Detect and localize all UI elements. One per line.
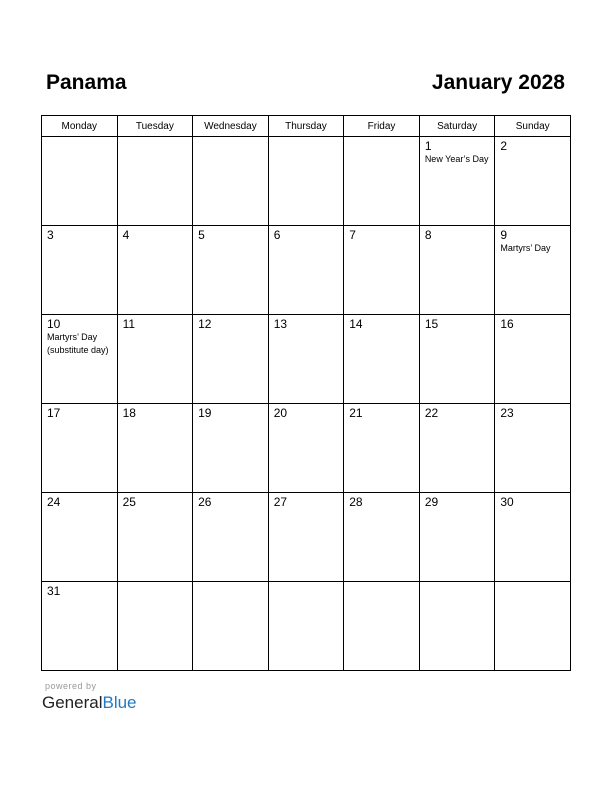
day-number: 27 (273, 495, 288, 509)
day-number: 25 (122, 495, 136, 509)
day-cell (419, 404, 495, 493)
day-number: 5 (198, 228, 205, 242)
day-number: 7 (349, 228, 356, 242)
day-cell (117, 226, 193, 315)
day-cell (419, 226, 495, 315)
day-cell (42, 493, 118, 582)
weekday-header: Tuesday (117, 116, 193, 137)
holiday-label: Martyrs’ Day (substitute day) (47, 332, 109, 355)
day-number: 30 (500, 495, 514, 509)
day-cell (268, 582, 344, 671)
weekday-header: Saturday (419, 116, 495, 137)
weekday-header: Wednesday (193, 116, 269, 137)
day-cell (344, 226, 420, 315)
day-number: 15 (424, 317, 439, 331)
day-number: 4 (122, 228, 130, 242)
weekday-header: Monday (42, 116, 118, 137)
day-cell (42, 226, 118, 315)
day-cell (268, 493, 344, 582)
powered-by-label: powered by (45, 681, 97, 691)
day-cell (42, 315, 118, 404)
day-cell (495, 582, 571, 671)
day-cell (344, 137, 420, 226)
day-number: 1 (424, 139, 432, 153)
day-cell (419, 493, 495, 582)
day-number: 18 (122, 406, 136, 420)
day-number: 31 (47, 584, 61, 598)
day-cell (419, 582, 495, 671)
day-number: 2 (500, 139, 508, 153)
day-cell (495, 493, 571, 582)
day-number: 13 (273, 317, 288, 331)
day-number: 12 (198, 317, 212, 331)
day-cell (344, 315, 420, 404)
day-cell (495, 315, 571, 404)
week-row (42, 315, 571, 404)
day-cell (495, 137, 571, 226)
weekday-header: Sunday (495, 116, 571, 137)
day-number (344, 582, 419, 585)
day-number: 11 (122, 317, 136, 331)
day-cell (117, 404, 193, 493)
week-row (42, 404, 571, 493)
country-title: Panama (46, 71, 127, 94)
day-cell (117, 582, 193, 671)
day-cell (193, 493, 269, 582)
day-cell (117, 493, 193, 582)
generalblue-logo (42, 693, 137, 713)
day-cell (268, 226, 344, 315)
day-cell (193, 404, 269, 493)
day-number: 20 (273, 406, 288, 420)
day-number: 8 (424, 228, 432, 242)
day-cell (42, 582, 118, 671)
day-cell (117, 137, 193, 226)
weekday-header-row (42, 116, 571, 137)
day-cell (268, 404, 344, 493)
day-number (420, 582, 495, 585)
day-cell (344, 493, 420, 582)
day-cell (117, 315, 193, 404)
day-cell (193, 315, 269, 404)
weekday-header: Thursday (268, 116, 344, 137)
day-number: 21 (349, 406, 363, 420)
day-number: 10 (47, 317, 61, 331)
day-number: 9 (500, 228, 508, 242)
day-cell (419, 137, 495, 226)
day-number: 26 (198, 495, 212, 509)
weekday-header: Friday (344, 116, 420, 137)
day-cell (419, 315, 495, 404)
day-cell (193, 137, 269, 226)
day-number: 17 (47, 406, 61, 420)
day-number (193, 582, 268, 585)
holiday-label: Martyrs’ Day (500, 243, 551, 253)
day-cell (42, 137, 118, 226)
day-number (118, 137, 193, 140)
day-number (344, 137, 419, 140)
day-cell (495, 404, 571, 493)
day-number: 23 (500, 406, 514, 420)
day-number (495, 582, 570, 585)
day-number: 28 (349, 495, 363, 509)
day-number (269, 137, 344, 140)
calendar-grid (41, 115, 571, 671)
week-row (42, 493, 571, 582)
brand-part2: Blue (102, 693, 137, 712)
day-number: 24 (47, 495, 61, 509)
day-cell (268, 137, 344, 226)
day-number: 6 (273, 228, 281, 242)
day-cell (495, 226, 571, 315)
brand-part1: General (42, 693, 103, 712)
day-cell (344, 404, 420, 493)
day-number (118, 582, 193, 585)
day-cell (344, 582, 420, 671)
day-number: 14 (349, 317, 363, 331)
day-number (269, 582, 344, 585)
week-row (42, 582, 571, 671)
holiday-label: New Year’s Day (424, 154, 489, 164)
day-cell (193, 226, 269, 315)
day-number: 3 (47, 228, 54, 242)
day-number (42, 137, 117, 140)
day-number: 16 (500, 317, 514, 331)
day-number: 22 (424, 406, 439, 420)
week-row (42, 226, 571, 315)
day-number: 29 (424, 495, 439, 509)
day-cell (42, 404, 118, 493)
week-row (42, 137, 571, 226)
day-cell (268, 315, 344, 404)
day-cell (193, 582, 269, 671)
day-number (193, 137, 268, 140)
month-title: January 2028 (431, 71, 565, 94)
day-number: 19 (198, 406, 212, 420)
